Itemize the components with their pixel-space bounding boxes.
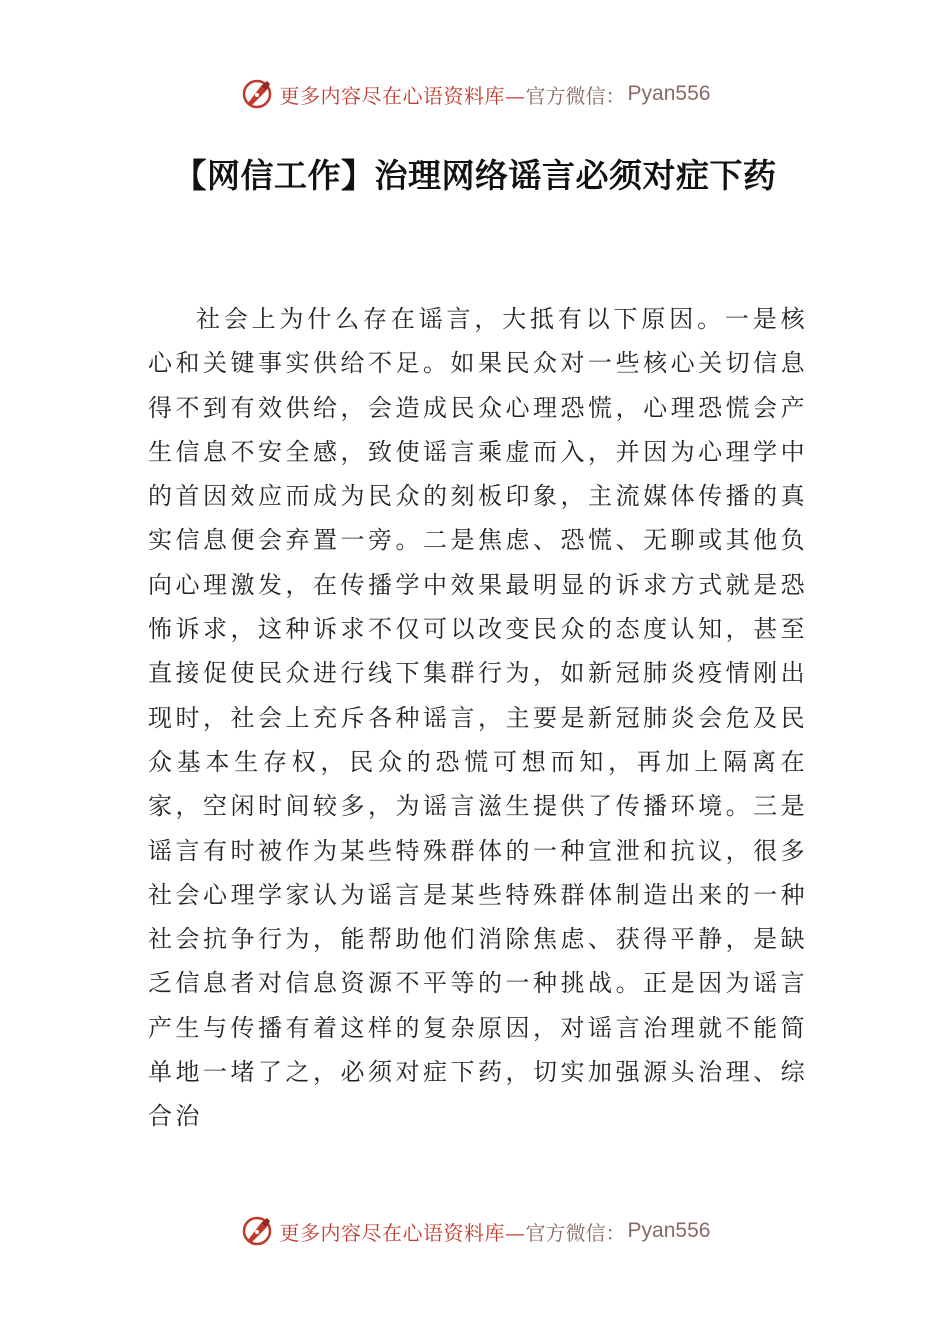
pen-nib-circle-icon bbox=[240, 1214, 274, 1248]
banner-wechat-label: 官方微信： bbox=[525, 83, 626, 108]
banner-wechat-label: 官方微信： bbox=[525, 1220, 626, 1245]
footer-banner[interactable] bbox=[0, 1211, 950, 1251]
document-title: 【网信工作】治理网络谣言必须对症下药 bbox=[173, 156, 777, 195]
banner-account: Pyan556 bbox=[627, 1219, 711, 1242]
banner-account: Pyan556 bbox=[627, 82, 711, 105]
banner-text: 更多内容尽在心语资料库— bbox=[279, 83, 526, 108]
body-paragraph: 社会上为什么存在谣言，大抵有以下原因。一是核心和关键事实供给不足。如果民众对一些核心关切信息得不到有效供给，会造成民众心理恐慌，心理恐慌会产生信息不安全感，致使谣言乘虚而入，并因为心理学中的首因效应而成为民众的刻板印象，主流媒体传播的真实信息便会弃置一旁。二是焦虑、恐慌、无聊或其他负向心理激发，在传播学中效果最明显的诉求方式就是恐怖诉求，这种诉求不仅可以改变民众的态度认知，甚至直接促使民众进行线下集群行为，如新冠肺炎疫情刚出现时，社会上充斥各种谣言，主要是新冠肺炎会危及民众基本生存权，民众的恐慌可想而知，再加上隔离在家，空闲时间较多，为谣言滋生提供了传播环境。三是谣言有时被作为某些特殊群体的一种宣泄和抗议，很多社会心理学家认为谣言是某些特殊群体制造出来的一种社会抗争行为，能帮助他们消除焦虑、获得平静，是缺乏信息者对信息资源不平等的一种挑战。正是因为谣言产生与传播有着这样的复杂原因，对谣言治理就不能简单地一堵了之，必须对症下药，切实加强源头治理、综合治 bbox=[148, 305, 808, 1131]
banner-text: 更多内容尽在心语资料库— bbox=[279, 1220, 526, 1245]
pen-nib-circle-icon bbox=[240, 77, 274, 111]
header-banner[interactable] bbox=[0, 74, 950, 114]
